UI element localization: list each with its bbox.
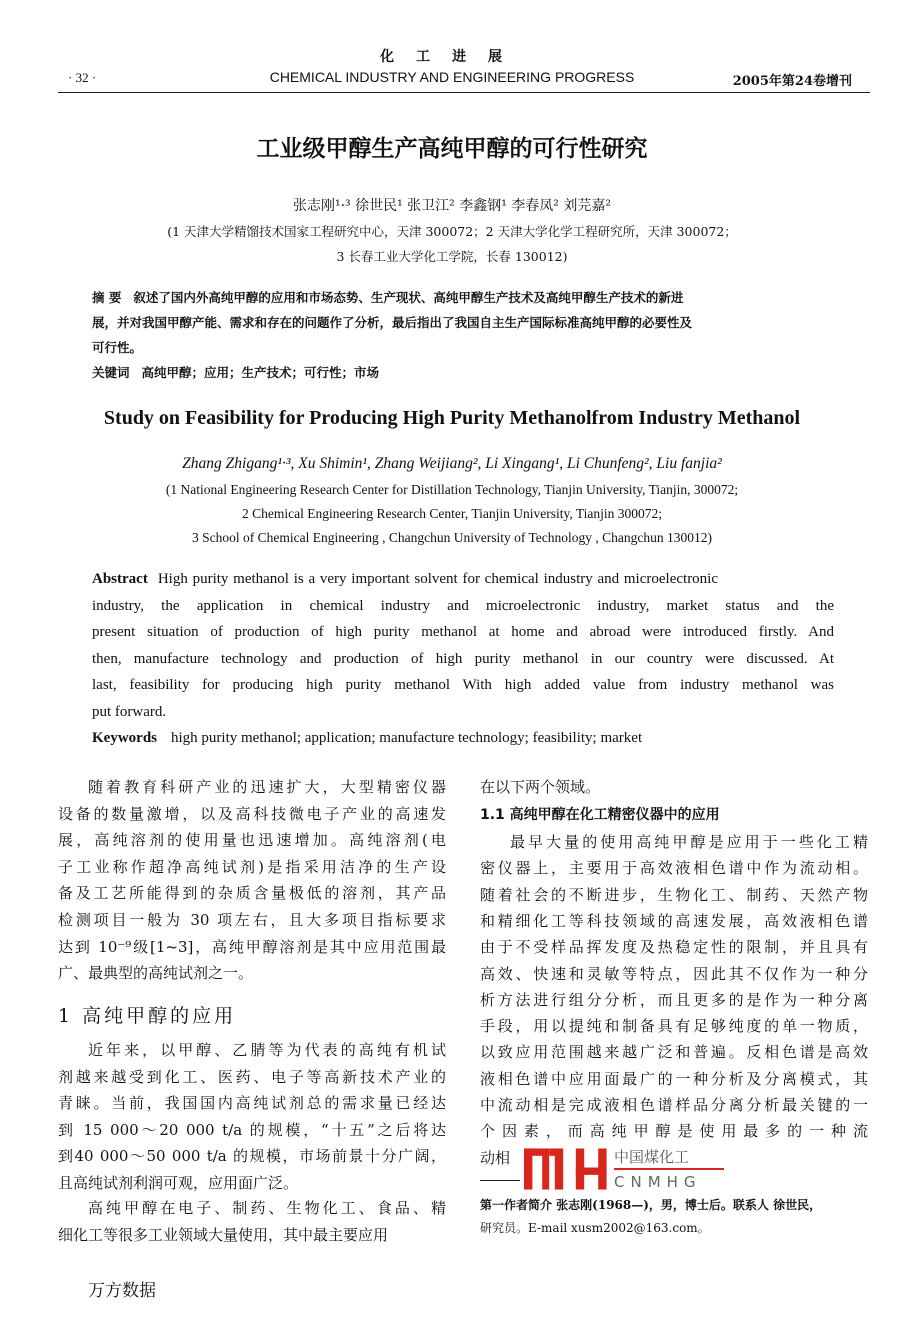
abstract-cn-line: 叙述了国内外高纯甲醇的应用和市场态势、生产现状、高纯甲醇生产技术及高纯甲醇生产技术的新进 — [133, 290, 684, 305]
body-left-para2 — [58, 1037, 446, 1197]
text-line: 在以下两个领域。 — [480, 778, 601, 796]
affiliation-en: (1 National Engineering Research Center for Distillation Technology, Tianjin University, Tianjin, 300072; — [165, 482, 739, 497]
body-right-para — [480, 829, 868, 1174]
section-heading: 1 高纯甲醇的应用 — [58, 1005, 237, 1027]
abstract-cn-label: 摘 要 — [92, 290, 122, 305]
text-line: 细化工等很多工业领域大量使用，其中最主要应用 — [58, 1225, 389, 1244]
subheading — [480, 802, 868, 828]
affiliation-cn: 3 长春工业大学化工学院，长春 130012) — [336, 249, 568, 264]
footnote-line: 研究员。E-mail xusm2002@163.com。 — [480, 1221, 710, 1235]
abstract-cn-line: 展，并对我国甲醇产能、需求和存在的问题作了分析，最后指出了我国自主生产国际标准高纯甲醇的必要性及 — [92, 315, 693, 330]
journal-name-en: CHEMICAL INDUSTRY AND ENGINEERING PROGRESS — [269, 69, 635, 85]
watermark-cn: 中国煤化工 — [614, 1148, 690, 1166]
body-right-intro — [480, 774, 868, 800]
affiliation-cn: (1 天津大学精馏技术国家工程研究中心，天津 300072；2 天津大学化学工程研究所，天津 300072； — [167, 224, 737, 239]
text-line: 检测项目一般为 30 项左右，且大多项目指标要求 — [58, 911, 446, 929]
text-line: 高纯甲醇在电子、制药、生物化工、食品、精 — [88, 1199, 446, 1217]
text-line: 高效、快速和灵敏等特点，因此其不仅作为一种分 — [480, 964, 868, 983]
title-cn: 工业级甲醇生产高纯甲醇的可行性研究 — [256, 136, 648, 162]
abstract-en-label: Abstract — [92, 571, 148, 587]
affiliation-en: 2 Chemical Engineering Research Center, Tianjin University, Tianjin 300072; — [241, 506, 663, 521]
text-line: 剂越来越受到化工、医药、电子等高新技术产业的 — [58, 1067, 446, 1086]
text-line: 由于不受样品挥发度及热稳定性的限制，并且具有 — [480, 938, 868, 957]
keywords-en-text: high purity methanol; application; manufacture technology; feasibility; market — [171, 730, 643, 746]
text-line: 达到 10⁻⁹级[1~3]，高纯甲醇溶剂是其中应用范围最 — [58, 937, 446, 956]
body-left-para1 — [58, 774, 446, 989]
keywords-cn: 高纯甲醇；应用；生产技术；可行性；市场 — [141, 365, 380, 380]
abstract-en-line: industry, the application in chemical industry and microelectronic industry, market status and the — [92, 597, 834, 614]
text-line: 最早大量的使用高纯甲醇是应用于一些化工精 — [510, 833, 868, 851]
abstract-cn — [92, 285, 837, 385]
text-line: 随着教育科研产业的迅速扩大，大型精密仪器 — [88, 778, 446, 796]
abstract-en-line: last, feasibility for producing high purity methanol With high added value from industry methanol was — [92, 677, 834, 693]
abstract-en-line: put forward. — [92, 703, 167, 720]
keywords-en — [92, 725, 834, 751]
footer-source: 万方数据 — [88, 1281, 156, 1301]
abstract-cn-line: 可行性。 — [92, 340, 143, 355]
watermark-logo — [524, 1147, 734, 1193]
keywords-cn-label: 关键词 — [92, 365, 130, 380]
text-line: 子工业称作超净高纯试剂)是指采用洁净的生产设 — [58, 857, 446, 876]
text-line: 随着社会的不断进步，生物化工、制药、天然产物 — [480, 885, 868, 904]
volume-info: 2005年第24卷增刊 — [732, 74, 852, 89]
text-line: 且高纯试剂利润可观，应用面广泛。 — [58, 1174, 299, 1192]
text-line: 备及工艺所能得到的杂质含量极低的溶剂，其产品 — [58, 884, 446, 903]
text-line: 密仪器上，主要用于高效液相色谱中作为流动相。 — [480, 859, 868, 878]
affiliation-en: 3 School of Chemical Engineering , Changchun University of Technology , Changchun 130012) — [192, 530, 712, 545]
watermark-rule — [614, 1168, 724, 1170]
subheading-text: 1.1 高纯甲醇在化工精密仪器中的应用 — [480, 807, 720, 823]
text-line: 广、最典型的高纯试剂之一。 — [58, 964, 254, 983]
abstract-en-line: present situation of production of high purity methanol at home and abroad were introduced firstly. And — [92, 624, 834, 640]
header-rule — [58, 92, 870, 93]
text-line: 动相 — [480, 1148, 511, 1167]
text-line: 到40 000～50 000 t/a 的规模，市场前景十分广阔， — [58, 1147, 446, 1166]
authors-en: Zhang Zhigang¹·³, Xu Shimin¹, Zhang Weijiang², Li Xingang¹, Li Chunfeng², Liu fanjia² — [182, 455, 722, 472]
text-line: 到 15 000～20 000 t/a 的规模，“十五”之后将达 — [58, 1120, 446, 1139]
text-line: 近年来，以甲醇、乙腈等为代表的高纯有机试 — [88, 1041, 446, 1059]
text-line: 中流动相是完成液相色谱样品分离分析最关键的一 — [480, 1096, 868, 1114]
abstract-en-line — [92, 566, 834, 592]
authors-cn: 张志刚¹·³ 徐世民¹ 张卫江² 李鑫钢¹ 李春凤² 刘芫嘉² — [293, 198, 611, 214]
title-en: Study on Feasibility for Producing High Purity Methanolfrom Industry Methanol — [103, 407, 801, 429]
text-line: 析方法进行组分分析，而且更多的是作为一种分离 — [480, 990, 868, 1009]
text-line: 展，高纯溶剂的使用量也迅速增加。高纯溶剂(电 — [58, 831, 446, 850]
abstract-en-text: High purity methanol is a very important solvent for chemical industry and microelectronic — [157, 571, 719, 587]
text-line: 以致应用范围越来越广泛和普遍。反相色谱是高效 — [480, 1043, 868, 1062]
cnmhg-logo-icon — [524, 1147, 608, 1191]
text-line: 青睐。当前，我国国内高纯试剂总的需求量已经达 — [58, 1094, 446, 1113]
text-line: 手段，用以提纯和制备具有足够纯度的单一物质， — [480, 1017, 868, 1036]
watermark-en: CNMHG — [614, 1173, 702, 1191]
text-line: 液相色谱中应用面最广的一种分析及分离模式，其 — [480, 1069, 868, 1088]
body-left-para3 — [58, 1195, 446, 1250]
text-line: 和精细化工等科技领域的高速发展，高效液相色谱 — [480, 911, 868, 930]
journal-name-cn: 化工进展 — [380, 49, 524, 65]
text-line: 设备的数量激增，以及高科技微电子产业的高速发 — [58, 804, 446, 823]
footnote-rule — [480, 1180, 520, 1181]
footnote-line: 第一作者简介 张志刚(1968—)，男，博士后。联系人 徐世民， — [480, 1198, 822, 1212]
keywords-en-label: Keywords — [92, 730, 157, 746]
abstract-en — [92, 566, 834, 766]
abstract-en-line: then, manufacture technology and production of high purity methanol in our country were discussed. At — [92, 650, 834, 667]
page-number: · 32 · — [68, 70, 97, 85]
text-line: 个因素，而高纯甲醇是使用最多的一种流 — [480, 1122, 868, 1141]
